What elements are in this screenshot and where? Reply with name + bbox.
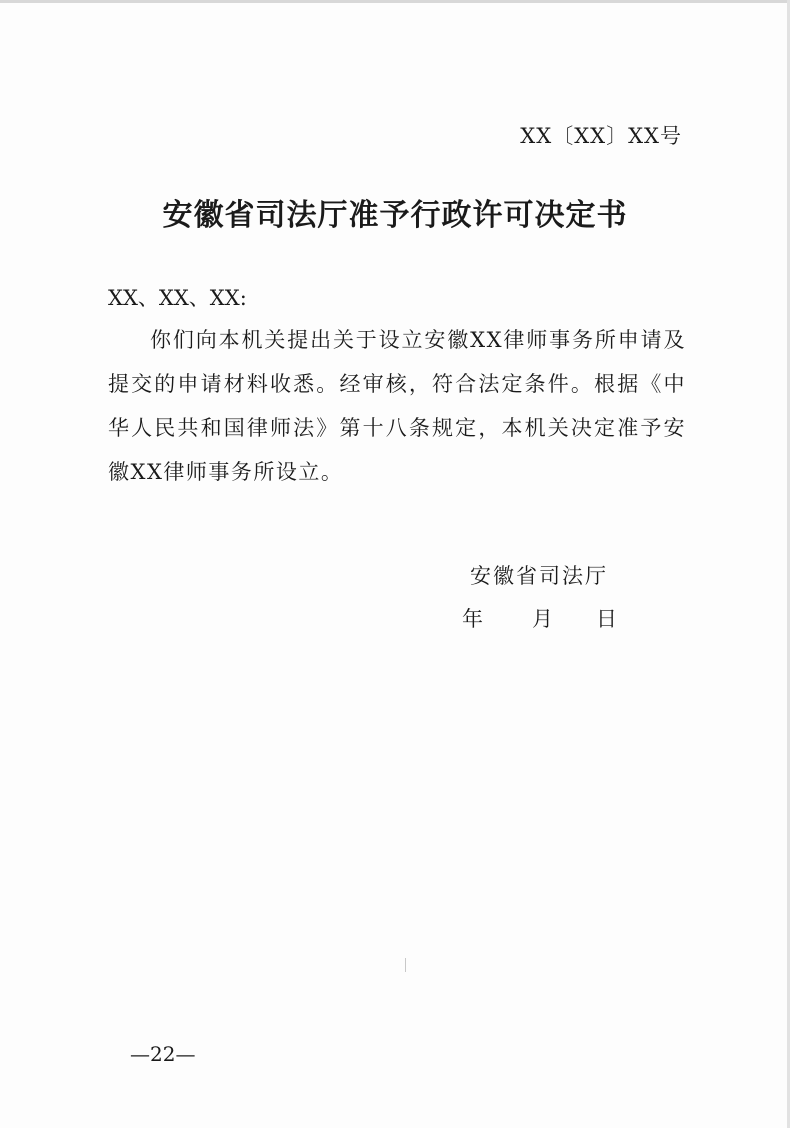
document-title: 安徽省司法厅准予行政许可决定书 [162,198,628,233]
scan-artifact-mark [405,958,406,972]
document-number: XX〔XX〕XX号 [520,124,682,148]
page-top-edge [0,0,790,3]
body-paragraph: 你们向本机关提出关于设立安徽XX律师事务所申请及提交的申请材料收悉。经审核，符合法定条件。根据《中华人民共和国律师法》第十八条规定，本机关决定准予安徽XX律师事务所设立。 [108,328,686,484]
signer-name: 安徽省司法厅 [470,564,608,588]
date-line [462,603,617,633]
addressee: XX、XX、XX: [108,286,247,310]
page-number: —22— [130,1042,196,1066]
date-year-label: 年 [462,607,483,631]
date-month-label: 月 [532,607,553,631]
date-day-label: 日 [596,607,617,631]
